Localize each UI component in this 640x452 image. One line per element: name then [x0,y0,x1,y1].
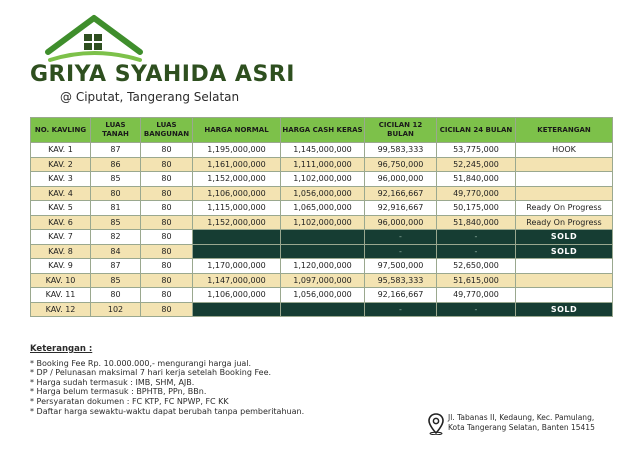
house-logo-icon [44,14,144,66]
cell-cicilan-24: 51,840,000 [437,215,516,230]
cell-keterangan: Ready On Progress [516,215,613,230]
cell-keterangan-sold: SOLD [516,244,613,259]
cell-cicilan-24: 52,245,000 [437,157,516,172]
header-harga-cash: HARGA CASH KERAS [281,118,365,143]
notes-title: Keterangan : [30,344,93,354]
cell-luas-bangunan: 80 [141,230,193,245]
cell-keterangan [516,172,613,187]
table-row [31,157,613,172]
cell-harga-normal: 1,106,000,000 [193,186,281,201]
cell-keterangan [516,273,613,288]
header-harga-normal: HARGA NORMAL [193,118,281,143]
logo [30,14,295,106]
table-row [31,143,613,158]
notes [30,345,410,416]
location-pin-icon [428,413,444,435]
cell-cicilan-24: - [437,244,516,259]
cell-harga-cash: 1,065,000,000 [281,201,365,216]
cell-luas-tanah: 86 [91,157,141,172]
cell-luas-tanah: 80 [91,288,141,303]
cell-keterangan-sold: SOLD [516,302,613,317]
cell-harga-cash [281,230,365,245]
header-keterangan: KETERANGAN [516,118,613,143]
cell-cicilan-12: 97,500,000 [365,259,437,274]
cell-harga-normal: 1,152,000,000 [193,172,281,187]
cell-luas-bangunan: 80 [141,302,193,317]
cell-harga-cash: 1,145,000,000 [281,143,365,158]
cell-harga-normal: 1,152,000,000 [193,215,281,230]
cell-cicilan-12: 96,000,000 [365,172,437,187]
cell-keterangan [516,157,613,172]
cell-luas-tanah: 81 [91,201,141,216]
cell-cicilan-12: 96,750,000 [365,157,437,172]
cell-no-kavling: KAV. 8 [31,244,91,259]
cell-cicilan-24: 52,650,000 [437,259,516,274]
cell-harga-normal [193,244,281,259]
cell-luas-bangunan: 80 [141,172,193,187]
cell-luas-tanah: 85 [91,215,141,230]
cell-cicilan-12: 92,166,667 [365,288,437,303]
table-row [31,273,613,288]
cell-cicilan-12: 92,916,667 [365,201,437,216]
header-luas-bangunan: LUAS BANGUNAN [141,118,193,143]
table-header-row [31,118,613,143]
cell-harga-normal: 1,147,000,000 [193,273,281,288]
header-cicilan-12: CICILAN 12 BULAN [365,118,437,143]
table-row [31,201,613,216]
cell-cicilan-24: 53,775,000 [437,143,516,158]
cell-no-kavling: KAV. 12 [31,302,91,317]
cell-cicilan-24: 50,175,000 [437,201,516,216]
cell-cicilan-24: 51,840,000 [437,172,516,187]
note-item: * Harga belum termasuk : BPHTB, PPn, BBn. [30,387,207,397]
cell-luas-bangunan: 80 [141,186,193,201]
cell-luas-tanah: 87 [91,259,141,274]
cell-cicilan-24: - [437,230,516,245]
cell-keterangan-sold: SOLD [516,230,613,245]
cell-luas-tanah: 80 [91,186,141,201]
cell-luas-tanah: 85 [91,172,141,187]
table-row [31,172,613,187]
note-item: * Booking Fee Rp. 10.000.000,- mengurangi harga jual. [30,358,252,368]
cell-keterangan [516,259,613,274]
brand-name: GRIYA SYAHIDA ASRI [30,62,295,87]
cell-luas-tanah: 87 [91,143,141,158]
cell-cicilan-24: - [437,302,516,317]
cell-luas-bangunan: 80 [141,157,193,172]
address-line-1: Jl. Tabanas II, Kedaung, Kec. Pamulang, [448,413,595,422]
cell-luas-tanah: 84 [91,244,141,259]
brand-location: @ Ciputat, Tangerang Selatan [60,90,240,104]
cell-harga-cash: 1,102,000,000 [281,172,365,187]
cell-no-kavling: KAV. 2 [31,157,91,172]
table-row [31,288,613,303]
cell-luas-bangunan: 80 [141,215,193,230]
cell-harga-cash [281,244,365,259]
cell-harga-cash: 1,102,000,000 [281,215,365,230]
header-luas-tanah: LUAS TANAH [91,118,141,143]
cell-no-kavling: KAV. 1 [31,143,91,158]
note-item: * Persyaratan dokumen : FC KTP, FC NPWP, FC KK [30,396,229,406]
table-row [31,302,613,317]
cell-no-kavling: KAV. 5 [31,201,91,216]
cell-luas-bangunan: 80 [141,143,193,158]
cell-cicilan-12: 96,000,000 [365,215,437,230]
note-item: * Harga sudah termasuk : IMB, SHM, AJB. [30,377,195,387]
cell-harga-cash [281,302,365,317]
cell-luas-bangunan: 80 [141,201,193,216]
header-no-kavling: NO. KAVLING [31,118,91,143]
cell-harga-normal: 1,170,000,000 [193,259,281,274]
cell-cicilan-12: - [365,230,437,245]
cell-luas-bangunan: 80 [141,288,193,303]
cell-no-kavling: KAV. 10 [31,273,91,288]
table-row [31,215,613,230]
cell-harga-cash: 1,120,000,000 [281,259,365,274]
cell-luas-tanah: 102 [91,302,141,317]
cell-luas-tanah: 85 [91,273,141,288]
cell-cicilan-24: 49,770,000 [437,288,516,303]
cell-harga-cash: 1,111,000,000 [281,157,365,172]
cell-luas-tanah: 82 [91,230,141,245]
cell-no-kavling: KAV. 7 [31,230,91,245]
table-row [31,186,613,201]
cell-keterangan: HOOK [516,143,613,158]
cell-no-kavling: KAV. 11 [31,288,91,303]
cell-keterangan: Ready On Progress [516,201,613,216]
table-row [31,230,613,245]
price-table [30,117,613,317]
note-item: * Daftar harga sewaktu-waktu dapat berubah tanpa pemberitahuan. [30,406,305,416]
cell-luas-bangunan: 80 [141,259,193,274]
cell-no-kavling: KAV. 6 [31,215,91,230]
cell-harga-cash: 1,056,000,000 [281,186,365,201]
cell-cicilan-12: 95,583,333 [365,273,437,288]
cell-luas-bangunan: 80 [141,244,193,259]
cell-harga-normal: 1,195,000,000 [193,143,281,158]
cell-no-kavling: KAV. 3 [31,172,91,187]
cell-cicilan-12: 92,166,667 [365,186,437,201]
cell-no-kavling: KAV. 9 [31,259,91,274]
cell-harga-normal: 1,115,000,000 [193,201,281,216]
cell-keterangan [516,288,613,303]
cell-cicilan-12: - [365,302,437,317]
cell-keterangan [516,186,613,201]
cell-harga-normal: 1,161,000,000 [193,157,281,172]
cell-harga-cash: 1,097,000,000 [281,273,365,288]
cell-no-kavling: KAV. 4 [31,186,91,201]
cell-harga-normal: 1,106,000,000 [193,288,281,303]
address [428,412,628,442]
header-cicilan-24: CICILAN 24 BULAN [437,118,516,143]
cell-cicilan-24: 51,615,000 [437,273,516,288]
cell-harga-cash: 1,056,000,000 [281,288,365,303]
table-row [31,259,613,274]
cell-cicilan-24: 49,770,000 [437,186,516,201]
cell-harga-normal [193,302,281,317]
cell-luas-bangunan: 80 [141,273,193,288]
table-row [31,244,613,259]
cell-harga-normal [193,230,281,245]
address-line-2: Kota Tangerang Selatan, Banten 15415 [448,423,595,432]
cell-cicilan-12: 99,583,333 [365,143,437,158]
note-item: * DP / Pelunasan maksimal 7 hari kerja setelah Booking Fee. [30,368,272,378]
cell-cicilan-12: - [365,244,437,259]
